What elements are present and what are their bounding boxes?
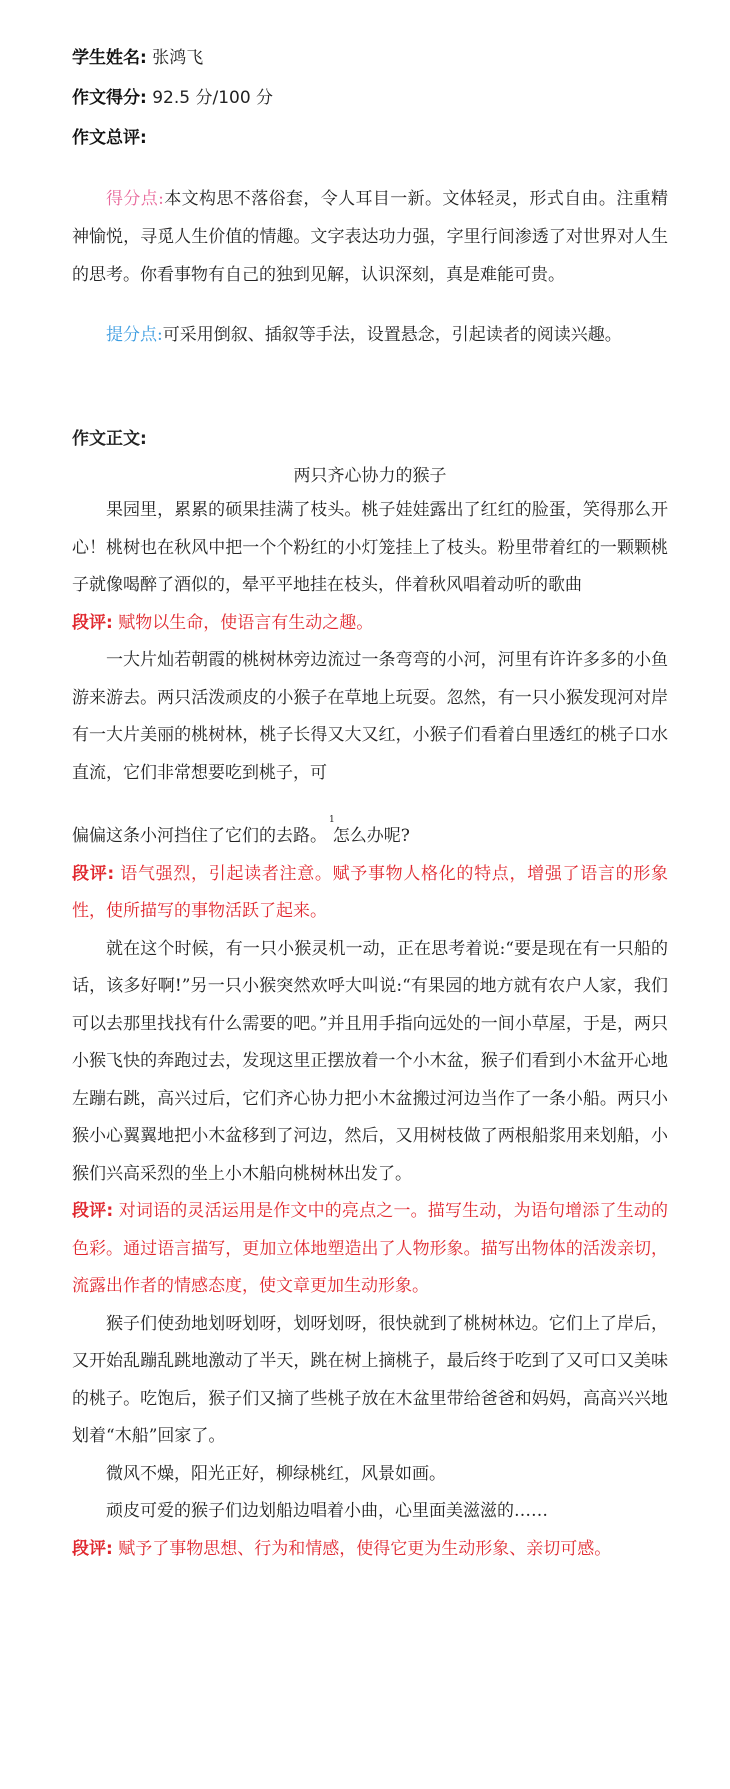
plus-points-label: 得分点: bbox=[106, 189, 164, 209]
paragraph-review-3 bbox=[72, 1193, 668, 1306]
essay-paragraph-6: 顽皮可爱的猴子们边划船边唱着小曲，心里面美滋滋的…… bbox=[106, 1501, 548, 1521]
review-label: 段评: bbox=[72, 1201, 114, 1221]
student-name-line bbox=[72, 38, 668, 78]
score-value: 92.5 分/100 分 bbox=[152, 88, 274, 108]
review-text-1: 赋物以生命，使语言有生动之趣。 bbox=[118, 612, 374, 633]
improve-points-text: 可采用倒叙、插叙等手法，设置悬念，引起读者的阅读兴趣。 bbox=[162, 325, 622, 345]
paragraph-2-end-text: 偏偏这条小河挡住了它们的去路。 bbox=[72, 826, 327, 846]
essay-paragraph-4: 猴子们使劲地划呀划呀，划呀划呀，很快就到了桃树林边。它们上了岸后，又开始乱蹦乱跳地激动了半天，跳在树上摘桃子，最后终于吃到了又可口又美味的桃子。吃饱后，猴子们又摘了些桃子放在木盆里带给爸爸和妈妈，高高兴兴地划着“木船”回家了。 bbox=[72, 1313, 668, 1446]
review-label: 段评: bbox=[72, 1538, 113, 1559]
essay-title: 两只齐心协力的猴子 bbox=[293, 466, 447, 486]
summary-heading bbox=[72, 118, 668, 158]
essay-paragraph-5: 微风不燥，阳光正好，柳绿桃红，风景如画。 bbox=[106, 1463, 446, 1484]
improve-points-label: 提分点: bbox=[106, 325, 163, 345]
essay-paragraph-2: 一大片灿若朝霞的桃树林旁边流过一条弯弯的小河，河里有许许多多的小鱼游来游去。两只活泼顽皮的小猴子在草地上玩耍。忽然，有一只小猴发现河对岸有一大片美丽的桃树林，桃子长得又大又红，小猴子们看着白里透红的桃子口水直流，它们非常想要吃到桃子，可 bbox=[72, 650, 668, 783]
essay-body bbox=[72, 492, 668, 1568]
score-label: 作文得分: bbox=[72, 88, 147, 108]
paragraph-review-2 bbox=[72, 856, 668, 931]
score-line bbox=[72, 78, 668, 118]
student-name-value: 张鸿飞 bbox=[152, 48, 204, 68]
improve-points-paragraph bbox=[72, 316, 668, 354]
essay-paragraph-3: 就在这个时候，有一只小猴灵机一动，正在思考着说:“要是现在有一只船的话，该多好啊!”另一只小猴突然欢呼大叫说:“有果园的地方就有农户人家，我们可以去那里找找有什么需要的吧。”并且用手指向远处的一间小草屋，于是，两只小猴飞快的奔跑过去，发现这里正摆放着一个小木盆，猴子们看到小木盆开心地左蹦右跳，高兴过后，它们齐心协力把小木盆搬过河边当作了一条小船。两只小猴小心翼翼地把小木盆移到了河边，然后，又用树枝做了两根船浆用来划船，小猴们兴高采烈的坐上小木船向桃树林出发了。 bbox=[72, 938, 668, 1184]
review-text-3: 对词语的灵活运用是作文中的亮点之一。描写生动，为语句增添了生动的色彩。通过语言描写，更加立体地塑造出了人物形象。描写出物体的活泼亲切，流露出作者的情感态度，使文章更加生动形象。 bbox=[72, 1201, 668, 1296]
essay-paragraph-2-end bbox=[72, 815, 668, 856]
student-name-label: 学生姓名: bbox=[72, 48, 147, 68]
review-text-2: 语气强烈，引起读者注意。赋予事物人格化的特点，增强了语言的形象性，使所描写的事物活跃了起来。 bbox=[72, 863, 669, 921]
plus-points-paragraph bbox=[72, 180, 668, 294]
review-text-4: 赋予了事物思想、行为和情感，使得它更为生动形象、亲切可感。 bbox=[118, 1538, 612, 1559]
summary-label: 作文总评: bbox=[72, 128, 147, 148]
paragraph-review-4 bbox=[72, 1531, 668, 1569]
essay-paragraph-1: 果园里，累累的硕果挂满了枝头。桃子娃娃露出了红红的脸蛋，笑得那么开心！桃树也在秋风中把一个个粉红的小灯笼挂上了枝头。粉里带着红的一颗颗桃子就像喝醉了酒似的，晕平平地挂在枝头，伴着秋风唱着动听的歌曲 bbox=[72, 500, 668, 595]
footnote-mark: 1 bbox=[329, 815, 335, 826]
review-label: 段评: bbox=[72, 863, 115, 884]
paragraph-2-question: 怎么办呢? bbox=[332, 826, 410, 846]
paragraph-review-1 bbox=[72, 605, 668, 643]
essay-section-label: 作文正文: bbox=[72, 429, 147, 449]
plus-points-text: 本文构思不落俗套，令人耳目一新。文体轻灵，形式自由。注重精神愉悦，寻觅人生价值的情趣。文字表达功力强，字里行间渗透了对世界对人生的思考。你看事物有自己的独到见解，认识深刻，真是难能可贵。 bbox=[72, 189, 669, 285]
review-label: 段评: bbox=[72, 612, 113, 633]
